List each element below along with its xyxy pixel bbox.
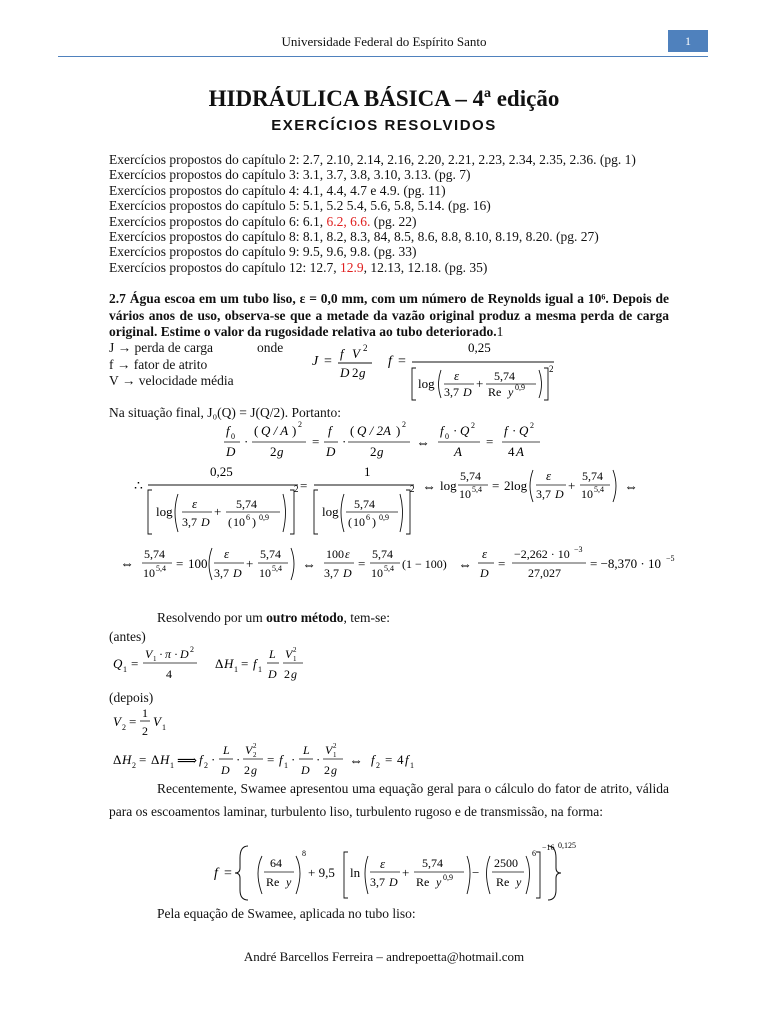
svg-text:⇔: ⇔ — [624, 480, 638, 495]
svg-text:y: y — [436, 875, 442, 889]
svg-text:1: 1 — [284, 761, 288, 770]
svg-text:=: = — [398, 354, 406, 369]
svg-text:64: 64 — [270, 856, 282, 870]
svg-text:10: 10 — [259, 566, 271, 580]
svg-text:·: · — [316, 752, 321, 767]
svg-text:D: D — [221, 763, 230, 777]
svg-text:=: = — [498, 556, 506, 571]
svg-text:V: V — [352, 346, 360, 361]
svg-text:=: = — [385, 752, 393, 767]
svg-text:0,9: 0,9 — [443, 873, 453, 882]
svg-text:·: · — [291, 752, 296, 767]
svg-text:(1 − 100): (1 − 100) — [402, 557, 447, 571]
svg-text:Re: Re — [416, 875, 430, 889]
svg-text:=: = — [486, 434, 494, 449]
svg-text:): ) — [252, 515, 256, 529]
svg-text:2: 2 — [204, 761, 208, 770]
chapter-list — [109, 152, 709, 275]
svg-text:=: = — [129, 714, 137, 729]
svg-text:0,25: 0,25 — [468, 340, 491, 355]
page-title: HIDRÁULICA BÁSICA – 4ª edição — [208, 86, 560, 111]
svg-text:4: 4 — [508, 444, 515, 459]
svg-text:10: 10 — [233, 515, 245, 529]
svg-text:Q / A: Q / A — [261, 423, 289, 438]
svg-text:ln: ln — [350, 865, 361, 880]
svg-text:2log: 2log — [504, 478, 528, 493]
svg-text:+: + — [568, 478, 576, 493]
svg-text:5,74: 5,74 — [236, 497, 257, 511]
svg-text:3,7: 3,7 — [536, 487, 551, 501]
svg-text:V: V — [285, 647, 293, 661]
svg-text:10: 10 — [581, 487, 593, 501]
svg-text:f: f — [279, 752, 283, 767]
svg-text:+: + — [402, 865, 410, 880]
svg-text:5,74: 5,74 — [372, 547, 393, 561]
svg-text:f: f — [214, 866, 218, 881]
svg-text:ε: ε — [224, 546, 230, 561]
chapter-line-12: Exercícios propostos do capítulo 12: 12.7, 12.9, 12.13, 12.18. (pg. 35) — [109, 259, 488, 275]
svg-text:100: 100 — [326, 547, 344, 561]
page-number-badge: 1 — [668, 30, 708, 52]
equation-solution — [118, 540, 688, 590]
svg-text:⇔: ⇔ — [458, 558, 472, 573]
svg-text:log: log — [440, 478, 457, 493]
svg-text:2: 2 — [549, 364, 554, 374]
svg-text:V: V — [153, 714, 161, 729]
equation-swamee — [210, 838, 590, 904]
svg-text:ε: ε — [454, 368, 460, 383]
svg-text:f: f — [388, 354, 392, 369]
legend-item: V → velocidade média — [109, 373, 234, 388]
svg-text:f: f — [253, 656, 257, 671]
svg-text:ε: ε — [546, 468, 552, 483]
svg-text:2: 2 — [253, 742, 257, 750]
svg-text:8: 8 — [302, 849, 306, 858]
svg-text:g: g — [331, 763, 337, 777]
svg-text:π: π — [165, 647, 172, 661]
svg-text:1: 1 — [234, 665, 238, 674]
svg-text:V: V — [325, 743, 333, 757]
svg-text:·: · — [342, 434, 347, 449]
svg-text:V: V — [113, 714, 121, 729]
chapter-line-5: Exercícios propostos do capítulo 5: 5.1, 5.2 5.4, 5.6, 5.8, 5.14. (pg. 16) — [109, 198, 491, 214]
svg-text:D: D — [268, 667, 277, 681]
svg-text:Re: Re — [496, 875, 510, 889]
svg-text:J: J — [312, 354, 319, 369]
svg-text:g: g — [377, 444, 384, 459]
svg-text:1: 1 — [123, 665, 127, 674]
svg-text:y: y — [508, 385, 514, 399]
svg-text:10: 10 — [371, 566, 383, 580]
svg-text:1: 1 — [258, 665, 262, 674]
svg-text:·: · — [512, 423, 517, 438]
svg-text:0: 0 — [445, 432, 449, 441]
svg-text:D: D — [201, 515, 210, 529]
svg-text:A: A — [454, 444, 462, 459]
svg-text:Q: Q — [113, 656, 123, 671]
svg-text:1: 1 — [162, 723, 166, 732]
svg-text:100: 100 — [188, 556, 208, 571]
svg-text:D: D — [301, 763, 310, 777]
svg-text:1: 1 — [170, 761, 174, 770]
chapter-line-4: Exercícios propostos do capítulo 4: 4.1, 4.4, 4.7 e 4.9. (pg. 11) — [109, 182, 446, 198]
svg-text:V: V — [145, 647, 153, 661]
svg-text:3,7: 3,7 — [324, 566, 339, 580]
footer-author: André Barcellos Ferreira – andrepoetta@hotmail.com — [243, 949, 525, 964]
svg-text:1: 1 — [142, 706, 148, 720]
highlight-text: 6.2, 6.6. — [326, 213, 371, 229]
svg-text:=: = — [224, 866, 232, 881]
svg-text:L: L — [223, 743, 230, 757]
footnote-mark: 1 — [496, 324, 504, 339]
svg-text:=: = — [300, 478, 308, 493]
svg-text:10: 10 — [143, 566, 155, 580]
svg-text:(: ( — [350, 423, 355, 438]
svg-text:D: D — [180, 647, 189, 661]
svg-text:= −8,370 · 10: = −8,370 · 10 — [590, 556, 661, 571]
text-swamee-smooth: Pela equação de Swamee, aplicada no tubo liso: — [157, 906, 416, 921]
label-after: (depois) — [109, 690, 154, 705]
svg-text:=: = — [176, 556, 184, 571]
svg-text:5,74: 5,74 — [354, 497, 375, 511]
svg-text:f: f — [328, 423, 332, 438]
svg-text:5,4: 5,4 — [272, 564, 282, 573]
svg-text:2: 2 — [471, 421, 475, 430]
svg-text:2: 2 — [530, 421, 534, 430]
chapter-line-8: Exercícios propostos do capítulo 8: 8.1, 8.2, 8.3, 84, 8.5, 8.6, 8.8, 8.10, 8.19, 8.20. (pg. 27) — [109, 229, 599, 245]
svg-text:f: f — [199, 752, 203, 767]
svg-text:=: = — [267, 752, 275, 767]
svg-text:=: = — [358, 556, 366, 571]
svg-text:·: · — [211, 752, 216, 767]
svg-text:2: 2 — [132, 761, 136, 770]
svg-text:(: ( — [228, 515, 232, 529]
svg-text:0,25: 0,25 — [210, 464, 233, 479]
svg-text:⇔: ⇔ — [416, 436, 430, 451]
svg-text:g: g — [291, 667, 297, 681]
svg-text:=: = — [131, 656, 139, 671]
svg-text:D: D — [389, 875, 398, 889]
svg-text:Q: Q — [519, 423, 529, 438]
svg-text:+: + — [214, 504, 222, 519]
svg-text:ε: ε — [380, 856, 386, 871]
equation-darcy-swamee — [308, 338, 558, 404]
svg-text:): ) — [396, 423, 401, 438]
svg-text:·: · — [453, 423, 458, 438]
svg-text:=: = — [312, 434, 320, 449]
svg-text:4: 4 — [397, 752, 404, 767]
equation-head-loss — [109, 742, 439, 782]
svg-text:2: 2 — [333, 742, 337, 750]
svg-text:0,9: 0,9 — [379, 513, 389, 522]
svg-text:⟹: ⟹ — [177, 754, 198, 769]
svg-text:5,4: 5,4 — [594, 485, 604, 494]
svg-text:Δ: Δ — [113, 752, 122, 767]
label-before: (antes) — [109, 629, 146, 644]
svg-text:H: H — [122, 752, 132, 767]
svg-text:Re: Re — [488, 385, 502, 399]
svg-text:2: 2 — [253, 751, 257, 759]
highlight-text: 12.9 — [339, 259, 364, 275]
svg-text:1: 1 — [293, 655, 297, 663]
svg-text:·: · — [159, 647, 163, 661]
svg-text:·: · — [244, 434, 249, 449]
svg-text:f: f — [340, 346, 344, 361]
svg-text:f: f — [226, 423, 230, 438]
svg-text:2: 2 — [370, 444, 377, 459]
svg-text:log: log — [418, 376, 435, 391]
svg-text:3,7: 3,7 — [370, 875, 385, 889]
svg-text:2: 2 — [122, 723, 126, 732]
svg-text:5,74: 5,74 — [494, 369, 515, 383]
svg-text:2: 2 — [363, 343, 368, 353]
svg-text:2: 2 — [293, 646, 297, 654]
svg-text:H: H — [224, 656, 234, 671]
svg-text:2: 2 — [402, 420, 406, 429]
svg-text:D: D — [340, 365, 350, 380]
svg-text:Q / 2A: Q / 2A — [357, 423, 391, 438]
svg-text:2: 2 — [294, 484, 299, 494]
svg-text:A: A — [516, 444, 524, 459]
svg-text:6: 6 — [246, 513, 250, 522]
svg-text:5,74: 5,74 — [260, 547, 281, 561]
svg-text:2: 2 — [410, 484, 415, 494]
svg-text:27,027: 27,027 — [528, 566, 561, 580]
svg-text:log: log — [322, 504, 339, 519]
chapter-line-9: Exercícios propostos do capítulo 9: 9.5, 9.6, 9.8. (pg. 33) — [109, 244, 417, 260]
svg-text:6: 6 — [366, 513, 370, 522]
svg-text:−5: −5 — [666, 554, 675, 563]
svg-text:−: − — [472, 865, 480, 880]
svg-text:4: 4 — [166, 667, 172, 681]
svg-text:2: 2 — [142, 724, 148, 738]
svg-text:D: D — [343, 566, 352, 580]
variable-legend — [109, 340, 234, 390]
svg-text:2: 2 — [298, 420, 302, 429]
problem-statement: 2.7 Água escoa em um tubo liso, ε = 0,0 mm, com um número de Reynolds igual a 10⁶. Depois de vários anos de uso, observa-se que a metade da vazão original produz a mesma perda de carga original. Estime o valor da rugosidade relativa ao tubo deteriorado.1 — [109, 291, 669, 339]
svg-text:=: = — [139, 752, 147, 767]
svg-text:⇔: ⇔ — [349, 754, 363, 769]
header-university: Universidade Federal do Espírito Santo — [281, 34, 487, 49]
svg-text:=: = — [241, 656, 249, 671]
svg-text:0,9: 0,9 — [515, 383, 525, 392]
svg-text:5,74: 5,74 — [144, 547, 165, 561]
svg-text:+: + — [246, 556, 254, 571]
svg-text:g: g — [359, 365, 366, 380]
svg-text:g: g — [277, 444, 284, 459]
legend-item: f → fator de atrito — [109, 356, 208, 372]
svg-text:f: f — [440, 423, 444, 438]
svg-text:−3: −3 — [574, 545, 583, 554]
legend-item: J → perda de carga — [109, 340, 213, 355]
svg-text:6: 6 — [532, 849, 536, 858]
chapter-line-6: Exercícios propostos do capítulo 6: 6.1, 6.2, 6.6. (pg. 22) — [109, 213, 417, 229]
svg-text:2: 2 — [244, 763, 250, 777]
svg-text:D: D — [233, 566, 242, 580]
svg-text:5,74: 5,74 — [582, 469, 603, 483]
svg-text:D: D — [555, 487, 564, 501]
page-subtitle: EXERCÍCIOS RESOLVIDOS — [271, 117, 497, 134]
legend-where-label: onde — [257, 340, 284, 355]
svg-text:f: f — [504, 423, 508, 438]
svg-text:1: 1 — [153, 655, 157, 663]
svg-text:): ) — [372, 515, 376, 529]
equation-before — [109, 644, 309, 688]
svg-text:f: f — [371, 752, 375, 767]
svg-text:0,9: 0,9 — [259, 513, 269, 522]
svg-text:1: 1 — [410, 761, 414, 770]
svg-text:L: L — [303, 743, 310, 757]
svg-text:D: D — [480, 566, 489, 580]
svg-text:): ) — [292, 423, 297, 438]
svg-text:⇔: ⇔ — [302, 558, 316, 573]
svg-text:0: 0 — [231, 432, 235, 441]
svg-text:5,4: 5,4 — [384, 564, 394, 573]
svg-text:2500: 2500 — [494, 856, 518, 870]
svg-text:ε: ε — [192, 496, 198, 511]
svg-text:10: 10 — [459, 487, 471, 501]
svg-text:D: D — [226, 444, 236, 459]
svg-text:y: y — [516, 875, 522, 889]
svg-text:·: · — [236, 752, 241, 767]
chapter-line-2: Exercícios propostos do capítulo 2: 2.7, 2.10, 2.14, 2.16, 2.20, 2.21, 2.23, 2.34, 2.35, 2.36. (pg. 1) — [109, 152, 636, 167]
svg-text:2: 2 — [376, 761, 380, 770]
svg-text:=: = — [324, 354, 332, 369]
svg-text:−2,262 · 10: −2,262 · 10 — [514, 547, 570, 561]
svg-text:5,4: 5,4 — [472, 485, 482, 494]
svg-text:5,4: 5,4 — [156, 564, 166, 573]
paragraph-swamee: Recentemente, Swamee apresentou uma equação geral para o cálculo do fator de atrito, válida para os escoamentos laminar, turbulento liso, turbulento rugoso e de transmissão, na forma: — [109, 781, 669, 819]
svg-text:1: 1 — [364, 464, 371, 479]
svg-text:log: log — [156, 504, 173, 519]
text-other-method: Resolvendo por um outro método, tem-se: — [157, 610, 390, 625]
svg-text:ε: ε — [482, 546, 488, 561]
svg-text:V: V — [245, 743, 253, 757]
svg-text:3,7: 3,7 — [444, 385, 459, 399]
svg-text:2: 2 — [270, 444, 277, 459]
svg-text:·: · — [174, 647, 178, 661]
svg-text:Q: Q — [460, 423, 470, 438]
svg-text:H: H — [160, 752, 170, 767]
svg-text:2: 2 — [284, 667, 290, 681]
svg-text:(: ( — [254, 423, 259, 438]
svg-text:5,74: 5,74 — [422, 856, 443, 870]
svg-text:0,125: 0,125 — [558, 841, 576, 850]
svg-text:+: + — [476, 376, 484, 391]
svg-text:3,7: 3,7 — [214, 566, 229, 580]
equation-velocity-half — [109, 704, 189, 744]
svg-text:L: L — [269, 647, 276, 661]
svg-text:ε: ε — [345, 547, 350, 561]
svg-text:D: D — [326, 444, 336, 459]
chapter-line-3: Exercícios propostos do capítulo 3: 3.1, 3.7, 3.8, 3.10, 3.13. (pg. 7) — [109, 167, 471, 183]
svg-text:1: 1 — [333, 751, 337, 759]
svg-text:2: 2 — [352, 365, 359, 380]
svg-text:2: 2 — [324, 763, 330, 777]
svg-text:Δ: Δ — [215, 656, 224, 671]
svg-text:y: y — [286, 875, 292, 889]
svg-text:5,74: 5,74 — [460, 469, 481, 483]
header-divider — [58, 56, 708, 57]
svg-text:D: D — [463, 385, 472, 399]
svg-text:2: 2 — [190, 645, 194, 654]
equation-therefore — [132, 460, 652, 540]
svg-text:⇔: ⇔ — [120, 557, 134, 572]
svg-text:+ 9,5: + 9,5 — [308, 865, 335, 880]
svg-text:3,7: 3,7 — [182, 515, 197, 529]
svg-text:∴: ∴ — [134, 479, 143, 494]
text-final-situation: Na situação final, J₀(Q) = J(Q/2). Portanto: — [109, 405, 342, 420]
svg-text:⇔: ⇔ — [422, 480, 436, 495]
svg-text:=: = — [492, 478, 500, 493]
svg-text:10: 10 — [353, 515, 365, 529]
svg-text:(: ( — [348, 515, 352, 529]
svg-text:−16: −16 — [542, 843, 555, 852]
svg-text:f: f — [405, 752, 409, 767]
svg-text:g: g — [251, 763, 257, 777]
svg-text:Δ: Δ — [151, 752, 160, 767]
svg-text:Re: Re — [266, 875, 280, 889]
